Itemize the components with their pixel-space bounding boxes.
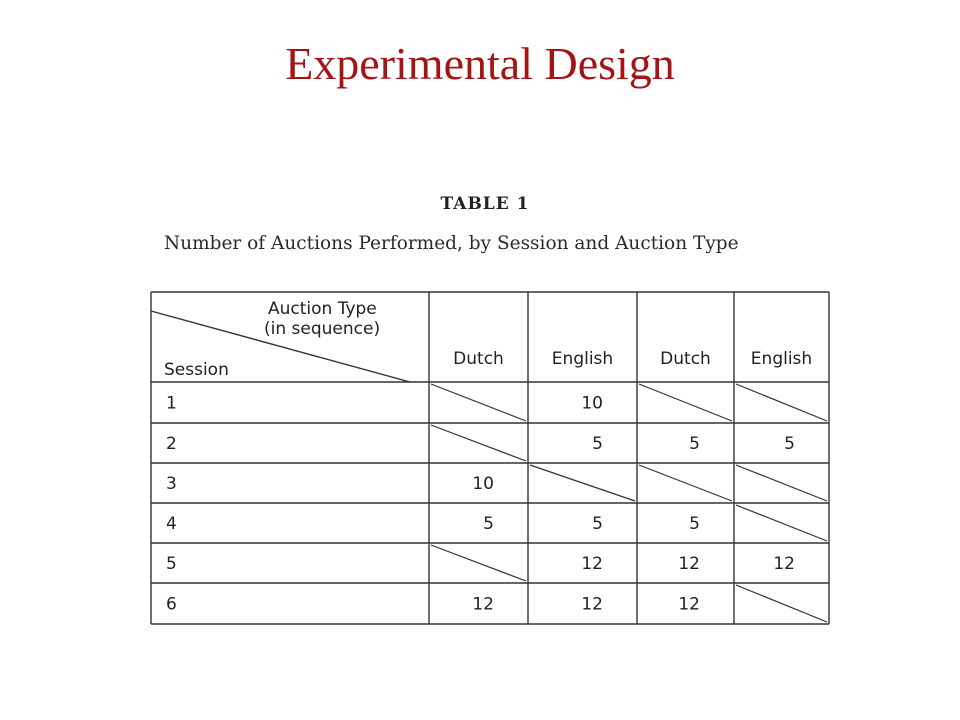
empty-cell-diagonal (639, 465, 732, 501)
session-label: 4 (166, 514, 177, 534)
slide-title: Experimental Design (285, 38, 675, 89)
session-label: 1 (166, 393, 177, 414)
table-cell-value: 5 (483, 514, 494, 534)
empty-cell-diagonal (431, 425, 526, 461)
column-header-3: Dutch (660, 349, 711, 369)
table-cell-value: 5 (592, 434, 603, 454)
table-cell-value: 12 (581, 554, 603, 574)
empty-cell-diagonal (736, 585, 827, 622)
table-cell-value: 5 (592, 514, 603, 534)
table-grid (151, 292, 829, 624)
corner-header-session: Session (164, 360, 229, 380)
session-label: 6 (166, 594, 177, 615)
table-cell-value: 10 (472, 474, 494, 494)
column-header-1: Dutch (453, 349, 504, 369)
table-cell-value: 12 (678, 554, 700, 574)
empty-cell-diagonal (736, 505, 827, 541)
table-cell-value: 12 (678, 594, 700, 615)
empty-cell-diagonal (639, 384, 732, 421)
column-headers (453, 349, 812, 369)
table-cell-value: 12 (773, 554, 795, 574)
table-caption: TABLE 1 (440, 194, 530, 214)
empty-cell-diagonal (431, 384, 526, 421)
table-cell-value: 12 (581, 594, 603, 615)
table-cell-value: 10 (581, 393, 603, 414)
session-label: 2 (166, 434, 177, 454)
empty-cell-diagonal (736, 465, 827, 501)
column-header-4: English (750, 349, 813, 369)
table-cell-value: 5 (689, 434, 700, 454)
corner-header-sequence: (in sequence) (264, 319, 381, 339)
table-subtitle: Number of Auctions Performed, by Session and Auction Type (164, 233, 739, 254)
empty-cell-diagonal (736, 384, 827, 421)
table-cell-value: 12 (472, 594, 494, 615)
table-cell-value: 5 (689, 514, 700, 534)
table-header (151, 299, 410, 382)
session-label: 3 (166, 474, 177, 494)
empty-cell-diagonal (530, 465, 635, 501)
empty-cell-diagonal (431, 545, 526, 581)
column-header-2: English (551, 349, 614, 369)
table-cell-value: 5 (784, 434, 795, 454)
session-label: 5 (166, 554, 177, 574)
corner-header-auction-type: Auction Type (268, 299, 377, 319)
